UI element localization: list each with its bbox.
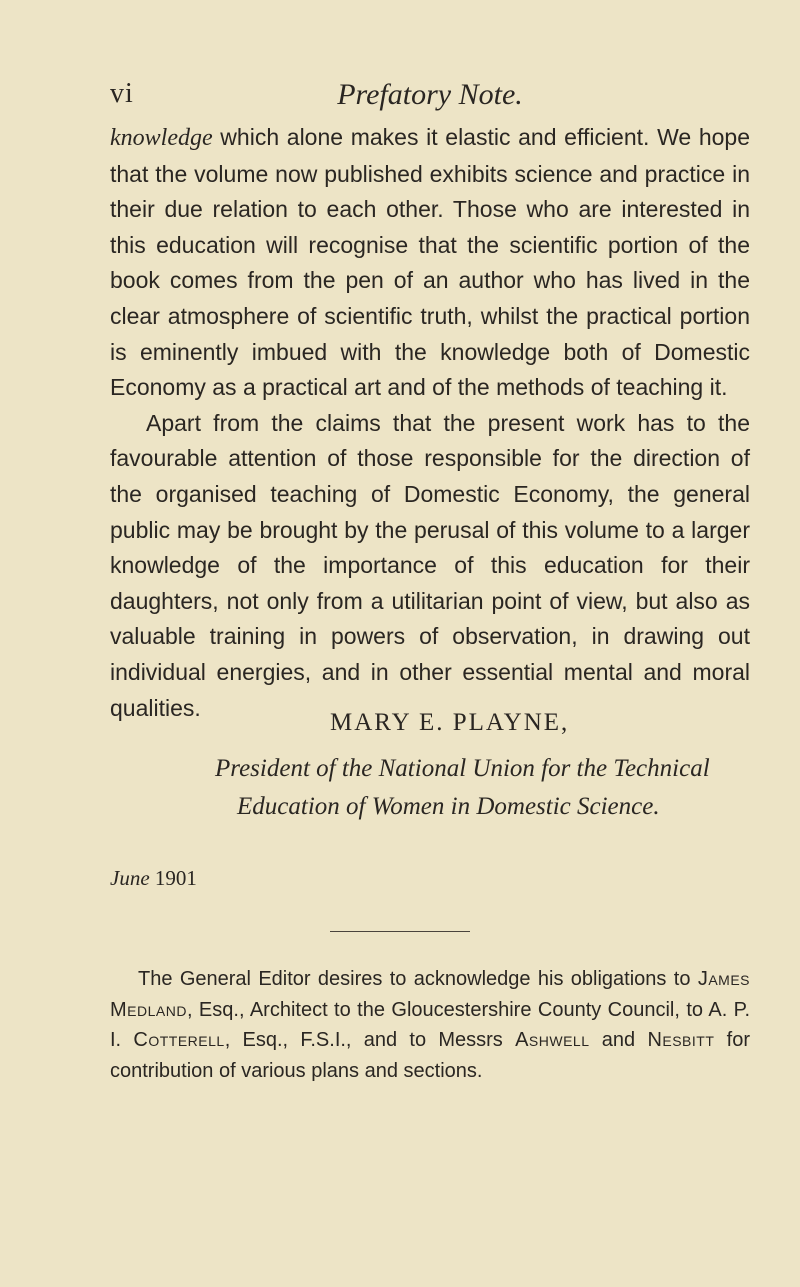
paragraph-1-italic-lead: knowledge — [110, 125, 213, 151]
main-text — [110, 120, 750, 726]
ack-name-medland: James Medland — [110, 968, 750, 1021]
running-header — [110, 78, 750, 118]
paragraph-2: Apart from the claims that the present work has to the favourable attention of those responsible for the direction of the organised teaching of Domestic Economy, the general public may be brought by the perusal of this volume to a larger knowledge of the importance of this education for their daughters, not only from a utilitarian point of view, but also as valuable training in powers of observation, in drawing out individual energies, and in other essential mental and moral qualities. — [110, 409, 750, 721]
ack-name-ashwell: Ashwell — [515, 1029, 590, 1051]
paragraph-1-text: which alone makes it elastic and efficient. We hope that the volume now published exhibits science and practice in their due relation to each other. Those who are interested in this education will recognise that the scientific portion of the book comes from the pen of an author who has lived in the clear atmosphere of scientific truth, whilst the practical portion is eminently imbued with the knowledge both of Domestic Economy as a practical art and of the methods of teaching it. — [110, 124, 750, 401]
ack-text-4: and — [589, 1029, 648, 1051]
ack-text-1: The General Editor desires to acknowledge his obligations to — [138, 968, 698, 990]
ack-text-5: for contribution of various plans and sections. — [110, 1029, 751, 1082]
date-line — [110, 866, 197, 891]
date-month: June — [110, 866, 150, 890]
acknowledgement — [110, 964, 750, 1086]
running-title: Prefatory Note. — [337, 78, 523, 111]
ack-name-cotterell: Cotterell — [133, 1029, 225, 1051]
page-number: vi — [110, 78, 134, 109]
ack-name-nesbitt: Nesbitt — [647, 1029, 715, 1051]
date-year: 1901 — [154, 866, 197, 890]
ack-text-3: , Esq., F.S.I., and to Messrs — [224, 1029, 516, 1051]
signature-title-line-1: President of the National Union for the Technical — [215, 755, 710, 782]
paragraph-1 — [110, 120, 750, 406]
signature-name: MARY E. PLAYNE, — [330, 709, 570, 736]
acknowledgement-paragraph — [110, 964, 750, 1086]
section-divider — [330, 931, 470, 932]
ack-text-2: , Esq., Architect to the Gloucestershire County Council, to A. P. I. — [110, 998, 750, 1051]
signature-title-line-2: Education of Women in Domestic Science. — [237, 793, 660, 820]
